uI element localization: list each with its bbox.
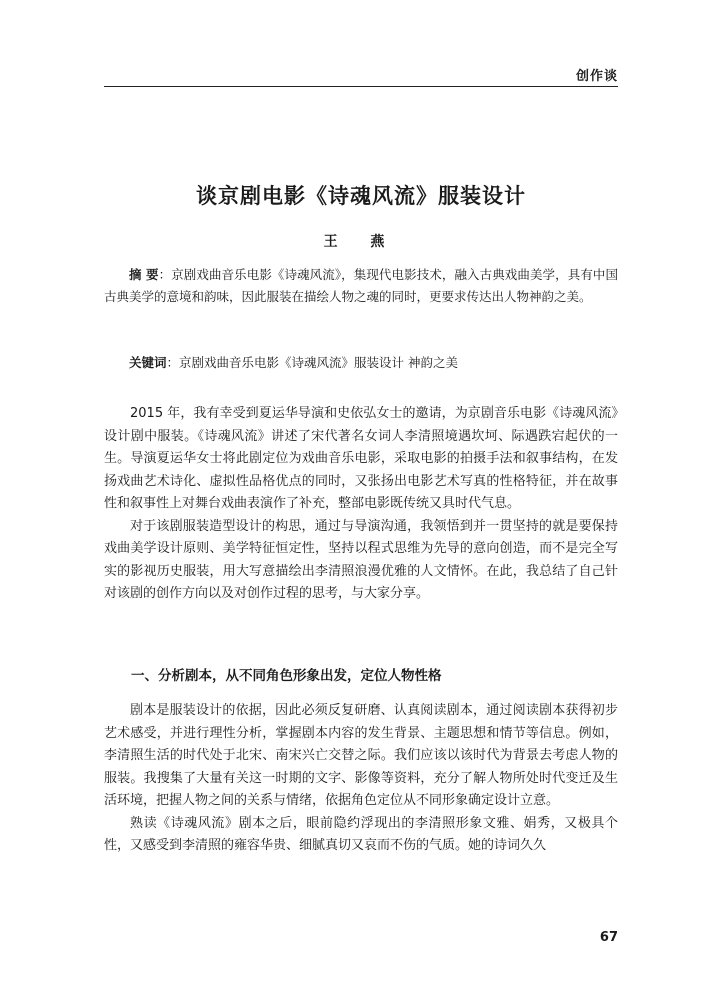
article-title: 谈京剧电影《诗魂风流》服装设计 xyxy=(196,184,526,208)
abstract-text: ：京剧戏曲音乐电影《诗魂风流》，集现代电影技术，融入古典戏曲美学，具有中国古典美学的意境和韵味，因此服装在描绘人物之魂的同时，更要求传达出人物神韵之美。 xyxy=(104,267,618,304)
paragraph: 剧本是服装设计的依据，因此必须反复研磨、认真阅读剧本，通过阅读剧本获得初步艺术感受，并进行理性分析，掌握剧本内容的发生背景、主题思想和情节等信息。例如，李清照生活的时代处于北宋、南宋兴亡交替之际。我们应该以该时代为背景去考虑人物的服装。我搜集了大量有关这一时期的文字、影像等资料，充分了解人物所处时代变迁及生活环境，把握人物之间的关系与情绪，依据角色定位从不同形象确定设计立意。 xyxy=(104,703,618,808)
header-rule xyxy=(104,86,618,87)
intro-body xyxy=(104,403,618,606)
article-author: 王 燕 xyxy=(323,234,399,250)
keywords-text: ：京剧戏曲音乐电影《诗魂风流》服装设计 神韵之美 xyxy=(166,355,458,370)
paragraph: 2015 年，我有幸受到夏运华导演和史依弘女士的邀请，为京剧音乐电影《诗魂风流》设计剧中服装。《诗魂风流》讲述了宋代著名女词人李清照境遇坎坷、际遇跌宕起伏的一生。导演夏运华女士将此剧定位为戏曲音乐电影，采取电影的拍摄手法和叙事结构，在发扬戏曲艺术诗化、虚拟性品格优点的同时，又张扬出电影艺术写真的性格特征，并在故事性和叙事性上对舞台戏曲表演作了补充，整部电影既传统又具时代气息。 xyxy=(104,406,618,511)
abstract xyxy=(104,264,618,308)
page-number: 67 xyxy=(599,930,618,945)
section1-body xyxy=(104,700,618,858)
keywords-label: 关键词 xyxy=(129,355,167,370)
section-heading: 一、分析剧本，从不同角色形象出发，定位人物性格 xyxy=(131,668,442,684)
paragraph: 熟读《诗魂风流》剧本之后，眼前隐约浮现出的李清照形象文雅、娟秀，又极具个性，又感受到李清照的雍容华贵、细腻真切又哀而不伤的气质。她的诗词久久 xyxy=(104,815,618,853)
abstract-label: 摘 要 xyxy=(129,267,159,282)
paragraph: 对于该剧服装造型设计的构思，通过与导演沟通，我领悟到并一贯坚持的就是要保持戏曲美学设计原则、美学特征恒定性，坚持以程式思维为先导的意向创造，而不是完全写实的影视历史服装，用大写意描绘出李清照浪漫优雅的人文情怀。在此，我总结了自己针对该剧的创作方向以及对创作过程的思考，与大家分享。 xyxy=(104,518,618,601)
section-label: 创作谈 xyxy=(575,69,618,84)
keywords xyxy=(104,352,618,374)
